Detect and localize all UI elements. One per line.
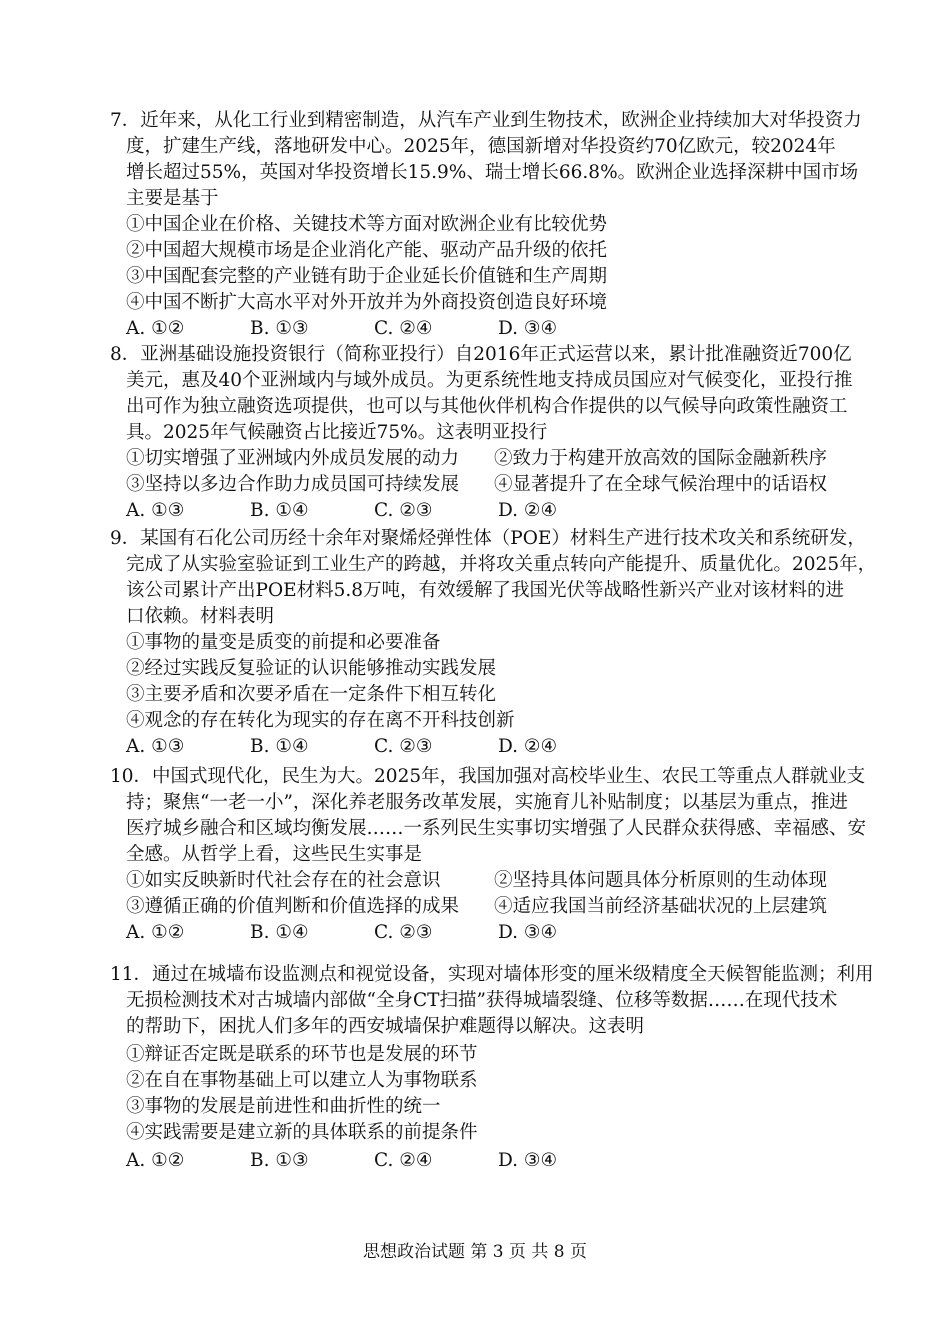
statement-option: ②致力于构建开放高效的国际金融新秩序 [494, 448, 828, 469]
question-stem-line: 无损检测技术对古城墙内部做“全身CT扫描”获得城墙裂缝、位移等数据……在现代技术 [126, 990, 838, 1011]
statement-option: ②坚持具体问题具体分析原则的生动体现 [494, 870, 828, 891]
question-stem-line: 该公司累计产出POE材料5.8万吨，有效缓解了我国光伏等战略性新兴产业对该材料的进 [126, 580, 845, 601]
question-stem-line: 增长超过55%，英国对华投资增长15.9%、瑞士增长66.8%。欧洲企业选择深耕中国市场 [126, 162, 859, 183]
question-stem-line: 出可作为独立融资选项提供，也可以与其他伙伴机构合作提供的以气候导向政策性融资工 [126, 396, 848, 417]
question-stem-line: 7．近年来，从化工行业到精密制造，从汽车产业到生物技术，欧洲企业持续加大对华投资力 [110, 110, 862, 131]
statement-option: ④实践需要是建立新的具体联系的前提条件 [126, 1122, 478, 1143]
statement-option: ①辩证否定既是联系的环节也是发展的环节 [126, 1044, 478, 1065]
statement-option: ③中国配套完整的产业链有助于企业延长价值链和生产周期 [126, 266, 608, 287]
question-stem-line: 主要是基于 [126, 188, 219, 209]
statement-option: ③主要矛盾和次要矛盾在一定条件下相互转化 [126, 684, 497, 705]
choice-c: C. ②④ [374, 1150, 433, 1171]
choice-b: B. ①④ [250, 736, 309, 757]
question-stem-line: 美元，惠及40个亚洲域内与域外成员。为更系统性地支持成员国应对气候变化，亚投行推 [126, 370, 853, 391]
question-stem-line: 具。2025年气候融资占比接近75%。这表明亚投行 [126, 422, 548, 443]
statement-option: ④显著提升了在全球气候治理中的话语权 [494, 474, 828, 495]
choice-c: C. ②③ [374, 500, 433, 521]
answer-choices [126, 1148, 557, 1174]
answer-choices [126, 498, 557, 524]
question-stem-line: 的帮助下，困扰人们多年的西安城墙保护难题得以解决。这表明 [126, 1016, 645, 1037]
question-stem-line: 9．某国有石化公司历经十余年对聚烯烃弹性体（POE）材料生产进行技术攻关和系统研发， [110, 528, 866, 549]
statement-option: ①如实反映新时代社会存在的社会意识 [126, 870, 441, 891]
statement-option: ①切实增强了亚洲域内外成员发展的动力 [126, 448, 460, 469]
choice-a: A. ①③ [126, 500, 185, 521]
choice-a: A. ①③ [126, 736, 185, 757]
choice-d: D. ③④ [498, 1150, 558, 1171]
statement-option: ②中国超大规模市场是企业消化产能、驱动产品升级的依托 [126, 240, 608, 261]
choice-a: A. ①② [126, 318, 185, 339]
answer-choices [126, 734, 557, 760]
page-footer: 思想政治试题 第 3 页 共 8 页 [362, 1242, 588, 1262]
statement-option: ①事物的量变是质变的前提和必要准备 [126, 632, 441, 653]
answer-choices [126, 316, 557, 342]
statement-option: ④适应我国当前经济基础状况的上层建筑 [494, 896, 828, 917]
question-stem-line: 口依赖。材料表明 [126, 606, 275, 627]
statement-option: ②在自在事物基础上可以建立人为事物联系 [126, 1070, 478, 1091]
statement-option: ③事物的发展是前进性和曲折性的统一 [126, 1096, 441, 1117]
question-stem-line: 度，扩建生产线，落地研发中心。2025年，德国新增对华投资约70亿欧元，较2024年 [126, 136, 836, 157]
choice-d: D. ②④ [498, 736, 558, 757]
question-stem-line: 全感。从哲学上看，这些民生实事是 [126, 844, 423, 865]
choice-c: C. ②③ [374, 922, 433, 943]
choice-b: B. ①④ [250, 500, 309, 521]
choice-c: C. ②④ [374, 318, 433, 339]
question-stem-line: 8．亚洲基础设施投资银行（简称亚投行）自2016年正式运营以来，累计批准融资近700亿 [110, 344, 852, 365]
statement-option: ③坚持以多边合作助力成员国可持续发展 [126, 474, 460, 495]
question-stem-line: 11．通过在城墙布设监测点和视觉设备，实现对墙体形变的厘米级精度全天候智能监测；利用 [110, 964, 874, 985]
question-stem-line: 持；聚焦“一老一小”，深化养老服务改革发展，实施育儿补贴制度；以基层为重点，推进 [126, 792, 848, 813]
statement-option: ②经过实践反复验证的认识能够推动实践发展 [126, 658, 497, 679]
choice-d: D. ③④ [498, 318, 558, 339]
choice-b: B. ①③ [250, 1150, 309, 1171]
choice-a: A. ①② [126, 922, 185, 943]
choice-b: B. ①③ [250, 318, 309, 339]
choice-c: C. ②③ [374, 736, 433, 757]
question-stem-line: 完成了从实验室验证到工业生产的跨越，并将攻关重点转向产能提升、质量优化。2025年， [126, 554, 877, 575]
statement-option: ④观念的存在转化为现实的存在离不开科技创新 [126, 710, 515, 731]
choice-a: A. ①② [126, 1150, 185, 1171]
statement-option: ①中国企业在价格、关键技术等方面对欧洲企业有比较优势 [126, 214, 608, 235]
question-stem-line: 10．中国式现代化，民生为大。2025年，我国加强对高校毕业生、农民工等重点人群就业支 [110, 766, 866, 787]
choice-b: B. ①④ [250, 922, 309, 943]
statement-option: ④中国不断扩大高水平对外开放并为外商投资创造良好环境 [126, 292, 608, 313]
choice-d: D. ③④ [498, 922, 558, 943]
answer-choices [126, 920, 557, 946]
choice-d: D. ②④ [498, 500, 558, 521]
statement-option: ③遵循正确的价值判断和价值选择的成果 [126, 896, 460, 917]
question-stem-line: 医疗城乡融合和区域均衡发展……一系列民生实事切实增强了人民群众获得感、幸福感、安 [126, 818, 867, 839]
